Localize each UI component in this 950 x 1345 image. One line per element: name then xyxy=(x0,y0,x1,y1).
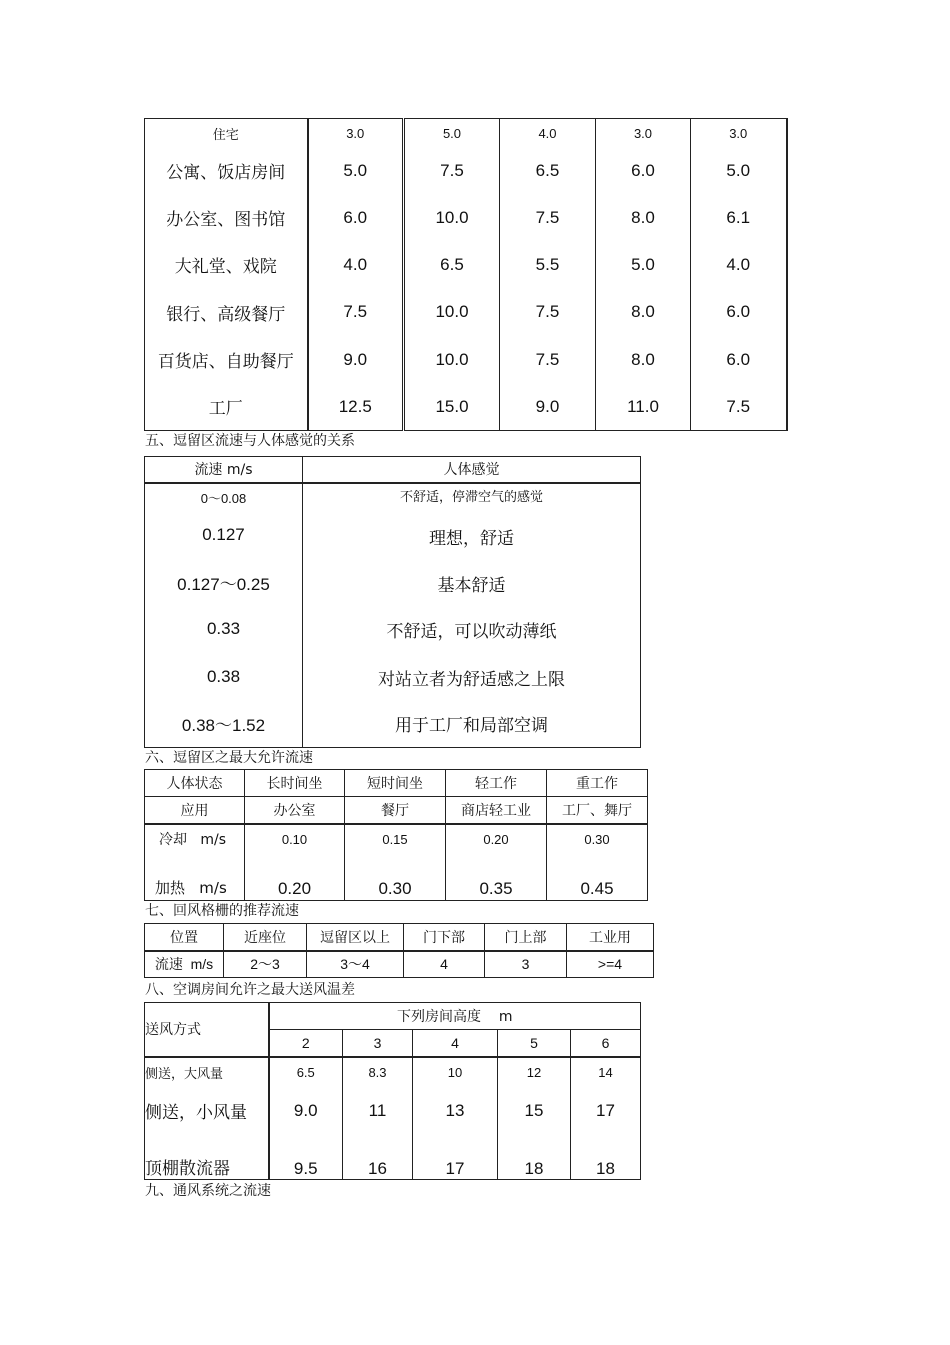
heating-value: 0.30 xyxy=(378,878,412,898)
feeling-text: 基本舒适 xyxy=(437,575,506,596)
position-cell: 逗留区以上 xyxy=(307,924,404,951)
cell-value: 15.0 xyxy=(435,396,469,416)
cell-value: 12.5 xyxy=(338,396,372,416)
temp-value: 12 xyxy=(526,1065,542,1080)
cell-value: 10.0 xyxy=(435,302,469,321)
room-type-label: 百货店、自助餐厅 xyxy=(157,352,294,372)
cooling-label: 冷却 m/s xyxy=(159,832,226,849)
position-cell: 工业用 xyxy=(567,924,654,951)
temp-value: 17 xyxy=(596,1100,615,1120)
cell-value: 3.0 xyxy=(729,125,748,141)
position-label: 位置 xyxy=(145,924,224,951)
cell-value: 5.0 xyxy=(343,160,368,180)
cooling-value: 0.15 xyxy=(382,831,408,847)
feeling-text: 不舒适，停滞空气的感觉 xyxy=(399,489,543,505)
method-column xyxy=(145,1057,269,1180)
cell-value: 8.0 xyxy=(631,302,655,321)
room-type-label: 住宅 xyxy=(212,127,239,143)
application-cell: 办公室 xyxy=(245,797,345,824)
cell-value: 7.5 xyxy=(535,207,560,227)
speed-value: 0～0.08 xyxy=(200,491,247,506)
room-type-label: 公寓、饭店房间 xyxy=(166,163,286,183)
cell-value: 6.0 xyxy=(343,207,368,227)
velocity-cell: 2～3 xyxy=(224,951,307,978)
cell-value: 9.0 xyxy=(343,349,368,369)
cell-value: 6.0 xyxy=(726,349,751,369)
temp-value: 9.5 xyxy=(293,1158,318,1178)
cell-value: 5.0 xyxy=(631,254,655,274)
velocity-cell: 3 xyxy=(485,951,567,978)
value-column xyxy=(404,119,500,431)
cell-value: 5.0 xyxy=(442,125,462,141)
cooling-value: 0.30 xyxy=(584,831,610,847)
temp-value: 10 xyxy=(447,1065,463,1080)
height-cell: 2 xyxy=(269,1030,343,1057)
speed-column xyxy=(145,483,303,748)
cell-value: 6.1 xyxy=(726,207,751,227)
cell-value: 7.5 xyxy=(343,302,368,321)
header-body-state: 人体状态 xyxy=(145,770,245,797)
speed-feeling-table xyxy=(144,456,641,748)
return-grille-table xyxy=(144,923,654,978)
application-label: 应用 xyxy=(145,797,245,824)
temp-value: 9.0 xyxy=(293,1100,318,1120)
header-cell: 长时间坐 xyxy=(245,770,345,797)
feeling-text: 理想，舒适 xyxy=(429,529,514,550)
heating-value: 0.45 xyxy=(580,878,614,898)
heating-value: 0.35 xyxy=(479,878,513,898)
temp-value: 18 xyxy=(596,1158,615,1178)
position-cell: 门上部 xyxy=(485,924,567,951)
speed-value: 0.33 xyxy=(206,619,241,638)
value-column xyxy=(500,119,596,431)
velocity-cell: >=4 xyxy=(567,951,654,978)
feeling-column xyxy=(303,483,641,748)
mode-values-column xyxy=(547,824,648,901)
room-type-label: 办公室、图书馆 xyxy=(166,210,286,230)
room-type-label: 银行、高级餐厅 xyxy=(166,304,286,325)
value-column xyxy=(691,119,787,431)
room-type-column xyxy=(145,119,308,431)
cooling-value: 0.10 xyxy=(281,831,308,847)
height-header: 下列房间高度 m xyxy=(269,1003,641,1030)
method-label: 侧送，小风量 xyxy=(145,1103,247,1123)
position-cell: 门下部 xyxy=(404,924,485,951)
speed-value: 0.38～1.52 xyxy=(181,716,266,735)
cell-value: 6.0 xyxy=(726,302,751,321)
height-cell: 5 xyxy=(498,1030,571,1057)
temp-value: 13 xyxy=(445,1100,465,1120)
temp-value: 8.3 xyxy=(368,1065,387,1080)
method-label: 顶棚散流器 xyxy=(145,1158,230,1179)
cell-value: 8.0 xyxy=(631,349,655,369)
velocity-label: 流速 m/s xyxy=(145,951,224,978)
cell-value: 8.0 xyxy=(631,207,655,227)
cell-value: 4.0 xyxy=(538,125,557,141)
mode-label-column xyxy=(145,824,245,901)
cell-value: 4.0 xyxy=(726,254,751,274)
application-cell: 商店轻工业 xyxy=(446,797,547,824)
cell-value: 3.0 xyxy=(346,125,365,141)
velocity-cell: 4 xyxy=(404,951,485,978)
cell-value: 9.0 xyxy=(535,396,560,416)
temp-column xyxy=(413,1057,498,1180)
supply-temp-diff-table xyxy=(144,1002,641,1180)
cell-value: 7.5 xyxy=(726,396,751,416)
value-column xyxy=(596,119,691,431)
section-9-title: 九、通风系统之流速 xyxy=(145,1183,271,1199)
section-5-title: 五、逗留区流速与人体感觉的关系 xyxy=(145,433,355,449)
cell-value: 5.5 xyxy=(535,254,560,274)
temp-value: 18 xyxy=(524,1158,544,1178)
temp-value: 11 xyxy=(368,1100,387,1120)
speed-value: 0.127～0.25 xyxy=(177,574,270,594)
mode-values-column xyxy=(245,824,345,901)
section-7-title: 七、回风格栅的推荐流速 xyxy=(145,903,299,919)
header-cell: 轻工作 xyxy=(446,770,547,797)
velocity-cell: 3～4 xyxy=(307,951,404,978)
cell-value: 4.0 xyxy=(343,254,368,274)
temp-value: 14 xyxy=(598,1065,613,1080)
temp-value: 15 xyxy=(524,1100,544,1120)
header-cell: 短时间坐 xyxy=(345,770,446,797)
speed-value: 0.38 xyxy=(206,666,241,686)
section-8-title: 八、空调房间允许之最大送风温差 xyxy=(145,982,355,998)
max-velocity-table xyxy=(144,769,648,901)
cell-value: 10.0 xyxy=(435,207,469,227)
height-cell: 6 xyxy=(571,1030,641,1057)
height-cell: 4 xyxy=(413,1030,498,1057)
height-cell: 3 xyxy=(343,1030,413,1057)
method-header: 送风方式 xyxy=(145,1003,269,1057)
cell-value: 6.5 xyxy=(535,160,560,180)
temp-value: 6.5 xyxy=(296,1065,315,1080)
position-cell: 近座位 xyxy=(224,924,307,951)
temp-value: 17 xyxy=(445,1158,465,1178)
feeling-text: 对站立者为舒适感之上限 xyxy=(378,669,565,690)
room-type-label: 大礼堂、戏院 xyxy=(174,257,277,277)
heating-value: 0.20 xyxy=(277,878,312,898)
feeling-text: 不舒适，可以吹动薄纸 xyxy=(386,622,557,643)
method-label: 侧送，大风量 xyxy=(145,1067,224,1082)
cooling-value: 0.20 xyxy=(483,831,509,847)
cell-value: 7.5 xyxy=(440,160,464,180)
temp-column xyxy=(269,1057,343,1180)
header-speed: 流速 m/s xyxy=(145,457,303,483)
value-column xyxy=(308,119,404,431)
speed-value: 0.127 xyxy=(202,525,245,544)
cell-value: 6.0 xyxy=(631,160,655,180)
room-velocity-table xyxy=(144,118,788,431)
temp-value: 16 xyxy=(368,1158,387,1178)
cell-value: 6.5 xyxy=(440,254,464,274)
cell-value: 11.0 xyxy=(627,396,659,416)
application-cell: 餐厅 xyxy=(345,797,446,824)
temp-column xyxy=(343,1057,413,1180)
mode-values-column xyxy=(345,824,446,901)
cell-value: 5.0 xyxy=(726,160,751,180)
room-type-label: 工厂 xyxy=(208,399,243,419)
temp-column xyxy=(498,1057,571,1180)
cell-value: 3.0 xyxy=(633,125,653,141)
heating-label: 加热 m/s xyxy=(155,878,227,897)
cell-value: 7.5 xyxy=(535,349,560,369)
cell-value: 7.5 xyxy=(535,302,560,321)
header-feeling: 人体感觉 xyxy=(303,457,641,483)
cell-value: 10.0 xyxy=(435,349,469,369)
application-cell: 工厂、舞厅 xyxy=(547,797,648,824)
feeling-text: 用于工厂和局部空调 xyxy=(395,716,548,737)
temp-column xyxy=(571,1057,641,1180)
section-6-title: 六、逗留区之最大允许流速 xyxy=(145,750,313,766)
header-cell: 重工作 xyxy=(547,770,648,797)
mode-values-column xyxy=(446,824,547,901)
